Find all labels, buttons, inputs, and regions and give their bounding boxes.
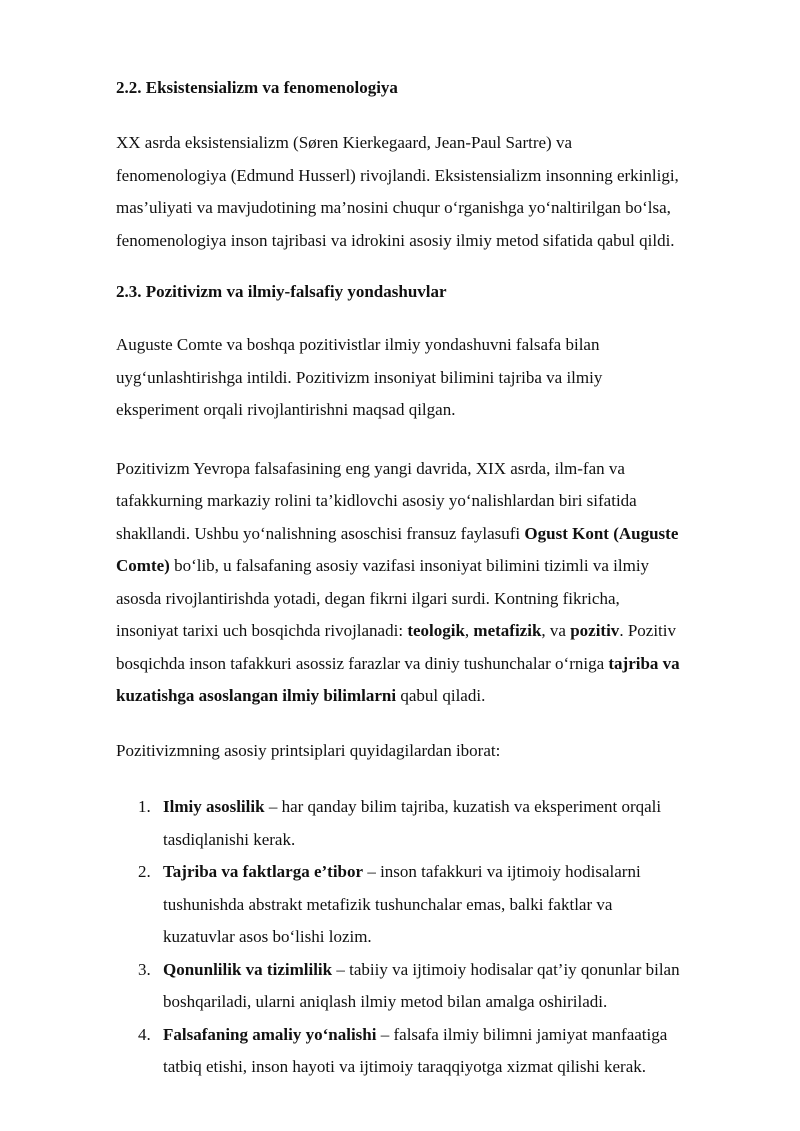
list-item-text: – tabiiy va ijtimoiy hodisalar qat’iy qonunlar bilan bbox=[332, 959, 680, 979]
text-line: tafakkurning markaziy rolini ta’kidlovchi asosiy yo‘nalishlardan biri sifatida bbox=[116, 491, 637, 510]
bold-term-teologik: teologik bbox=[407, 621, 465, 640]
list-number: 1. bbox=[138, 797, 151, 816]
paragraph-positivism-detail bbox=[116, 453, 740, 713]
text-line: fenomenologiya inson tajribasi va idrokini asosiy ilmiy metod sifatida qabul qildi. bbox=[116, 230, 675, 250]
text-line: Auguste Comte va boshqa pozitivistlar ilmiy yondashuvni falsafa bilan bbox=[116, 335, 600, 354]
list-item-term: Tajriba va faktlarga e’tibor bbox=[163, 862, 364, 881]
text-line: fenomenologiya (Edmund Husserl) rivojlandi. Eksistensializm insonning erkinligi, bbox=[116, 165, 679, 185]
text-line: shakllandi. Ushbu yo‘nalishning asoschisi fransuz faylasufi bbox=[116, 523, 525, 543]
text-line: Pozitivizm Yevropa falsafasining eng yangi davrida, XIX asrda, ilm-fan va bbox=[116, 458, 625, 478]
text-line: XX asrda eksistensializm (Søren Kierkegaard, Jean-Paul Sartre) va bbox=[116, 133, 573, 152]
list-item-text: – falsafa ilmiy bilimni jamiyat manfaatiga bbox=[376, 1024, 668, 1044]
principles-list bbox=[116, 791, 740, 1084]
list-item-text: kuzatuvlar asos bo‘lishi lozim. bbox=[163, 927, 372, 946]
list-item-term: Ilmiy asoslilik bbox=[163, 797, 265, 816]
list-item-text: tatbiq etishi, inson hayoti va ijtimoiy taraqqiyotga xizmat qilishi kerak. bbox=[163, 1057, 646, 1076]
bold-term-kuzatish: kuzatishga asoslangan ilmiy bilimlarni bbox=[116, 686, 397, 705]
bold-term-ogust-kont: Ogust Kont (Auguste bbox=[524, 523, 679, 543]
bold-term-tajriba: tajriba va bbox=[608, 653, 680, 673]
list-number: 2. bbox=[138, 862, 151, 881]
list-item-text: tushunishda abstrakt metafizik tushunchalar emas, balki faktlar va bbox=[163, 894, 613, 914]
text-line: eksperiment orqali rivojlantirishni maqsad qilgan. bbox=[116, 400, 456, 419]
list-item-text: boshqariladi, ularni aniqlash ilmiy metod bilan amalga oshiriladi. bbox=[163, 992, 608, 1011]
text-line: bo‘lib, u falsafaning asosiy vazifasi insoniyat bilimini tizimli va ilmiy bbox=[169, 556, 650, 575]
section-heading-2-3: 2.3. Pozitivizm va ilmiy-falsafiy yondashuvlar bbox=[116, 282, 447, 301]
bold-term-comte: Comte) bbox=[116, 556, 170, 575]
list-item-text: – inson tafakkuri va ijtimoiy hodisalarni bbox=[363, 862, 641, 881]
bold-term-pozitiv: pozitiv bbox=[570, 621, 620, 640]
list-number: 3. bbox=[138, 959, 151, 979]
text-line: bosqichda inson tafakkuri asossiz farazlar va diniy tushunchalar o‘rniga bbox=[116, 653, 609, 673]
text-fragment: , bbox=[464, 621, 474, 640]
text-fragment: . Pozitiv bbox=[619, 621, 676, 640]
list-number: 4. bbox=[138, 1024, 151, 1044]
text-line: qabul qiladi. bbox=[396, 686, 486, 705]
list-item bbox=[116, 1019, 740, 1084]
list-item-term: Falsafaning amaliy yo‘nalishi bbox=[163, 1024, 377, 1044]
paragraph-existentialism bbox=[116, 127, 740, 257]
paragraph-principles-intro: Pozitivizmning asosiy printsiplari quyidagilardan iborat: bbox=[116, 740, 501, 760]
list-item-text: tasdiqlanishi kerak. bbox=[163, 829, 296, 849]
list-item-term: Qonunlilik va tizimlilik bbox=[163, 959, 333, 979]
text-line: mas’uliyati va mavjudotining ma’nosini chuqur o‘rganishga yo‘naltirilgan bo‘lsa, bbox=[116, 198, 671, 217]
list-item bbox=[116, 954, 740, 1019]
paragraph-comte-intro bbox=[116, 329, 740, 427]
text-line: insoniyat tarixi uch bosqichda rivojlanadi: bbox=[116, 621, 408, 640]
text-fragment: , va bbox=[541, 621, 571, 640]
bold-term-metafizik: metafizik bbox=[473, 621, 542, 640]
text-line: uyg‘unlashtirishga intildi. Pozitivizm insoniyat bilimini tajriba va ilmiy bbox=[116, 367, 603, 387]
list-item bbox=[116, 791, 740, 856]
list-item bbox=[116, 856, 740, 954]
section-heading-2-2: 2.2. Eksistensializm va fenomenologiya bbox=[116, 78, 398, 97]
list-item-text: – har qanday bilim tajriba, kuzatish va eksperiment orqali bbox=[264, 797, 662, 816]
text-line: asosda rivojlantirishda yotadi, degan fikrni ilgari surdi. Kontning fikricha, bbox=[116, 588, 620, 608]
